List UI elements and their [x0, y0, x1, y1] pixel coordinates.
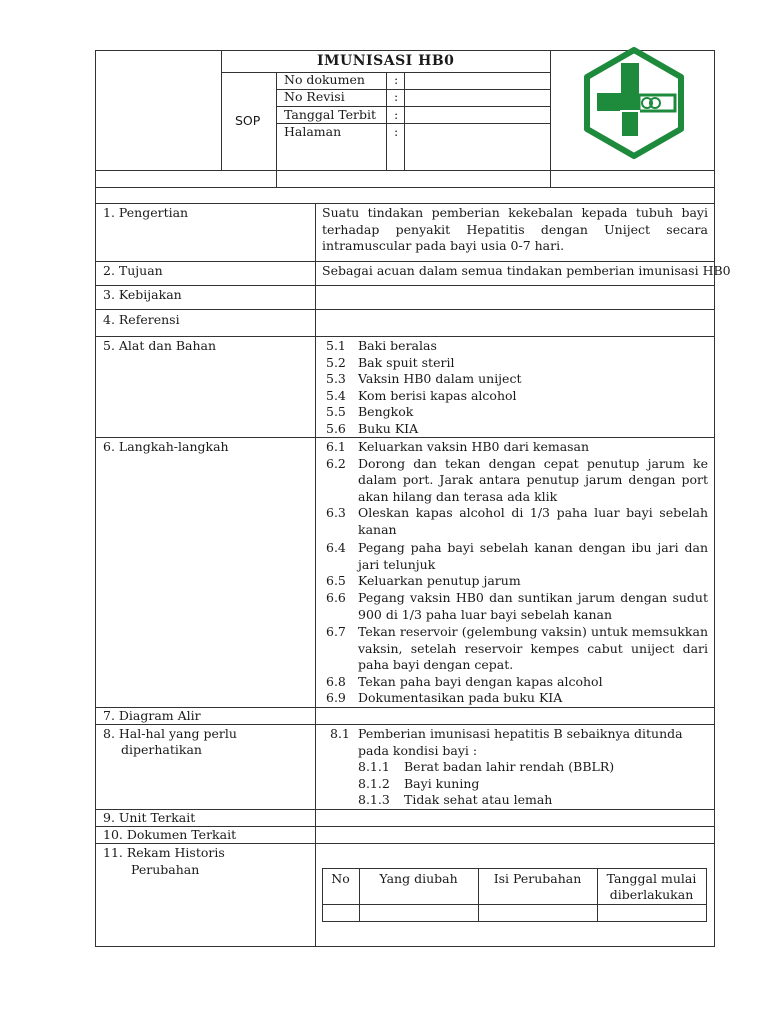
- step-text: Dorong dan tekan dengan cepat penutup jarum ke dalam port. Jarak antara penutup jarum dengan port akan hilang dan terasa ada klik: [358, 455, 708, 504]
- item-number: 5.2: [326, 354, 346, 370]
- history-header-diberlakukan: diberlakukan: [609, 887, 694, 902]
- step-text: Keluarkan vaksin HB0 dari kemasan: [358, 439, 590, 454]
- item-number: 5.6: [326, 420, 346, 436]
- item-text: Baki beralas: [358, 338, 437, 353]
- step-text: Keluarkan penutup jarum: [358, 573, 521, 588]
- field-sep: :: [394, 72, 399, 87]
- row-label-langkah: 6. Langkah-langkah: [103, 439, 229, 454]
- step-text: Pegang vaksin HB0 dan suntikan jarum dengan sudut 900 di 1/3 paha luar bayi sebelah kanan: [358, 590, 708, 622]
- step-number: 6.5: [326, 573, 346, 588]
- sop-label: SOP: [235, 113, 261, 128]
- history-header-tanggal: Tanggal mulai: [606, 871, 697, 886]
- subnote-number: 8.1.3: [358, 792, 390, 807]
- step-text: Pegang paha bayi sebelah kanan dengan ibu jari dan jari telunjuk: [358, 540, 708, 572]
- item-number: 5.3: [326, 371, 346, 386]
- item-number: 5.1: [326, 338, 346, 353]
- item-number: 5.4: [326, 387, 346, 403]
- item-text: Kom berisi kapas alcohol: [358, 387, 517, 403]
- subnote-number: 8.1.2: [358, 776, 390, 791]
- field-label-no-revisi: No Revisi: [284, 89, 345, 104]
- note-number: 8.1: [330, 726, 350, 741]
- subnote-number: 8.1.1: [358, 759, 390, 774]
- history-header-yang-diubah: Yang diubah: [379, 871, 458, 886]
- row-label-rekam-historis-cont: Perubahan: [131, 862, 200, 877]
- row-label-unit-terkait: 9. Unit Terkait: [103, 810, 196, 825]
- step-number: 6.1: [326, 439, 346, 454]
- field-sep: :: [394, 124, 399, 139]
- history-header-isi-perubahan: Isi Perubahan: [493, 871, 582, 886]
- field-sep: :: [394, 107, 399, 122]
- step-text: Oleskan kapas alcohol di 1/3 paha luar bayi sebelah kanan: [358, 505, 708, 537]
- field-label-halaman: Halaman: [284, 124, 342, 139]
- subnote-text: Tidak sehat atau lemah: [404, 792, 553, 807]
- field-label-tanggal-terbit: Tanggal Terbit: [284, 107, 377, 122]
- subnote-text: Berat badan lahir rendah (BBLR): [404, 759, 615, 774]
- step-number: 6.2: [326, 455, 346, 471]
- item-text: Buku KIA: [358, 420, 419, 436]
- item-number: 5.5: [326, 404, 346, 419]
- tujuan-text: Sebagai acuan dalam semua tindakan pemberian imunisasi HB0: [322, 263, 731, 278]
- row-label-referensi: 4. Referensi: [103, 312, 180, 327]
- history-table: [322, 868, 707, 922]
- item-text: Vaksin HB0 dalam uniject: [358, 371, 522, 386]
- row-label-tujuan: 2. Tujuan: [103, 263, 163, 278]
- step-number: 6.4: [326, 540, 346, 555]
- row-label-hal-hal: 8. Hal-hal yang perlu: [103, 726, 237, 741]
- row-label-hal-hal-cont: diperhatikan: [121, 742, 202, 757]
- item-text: Bak spuit steril: [358, 354, 455, 370]
- row-label-diagram-alir: 7. Diagram Alir: [103, 708, 201, 723]
- step-text: Tekan paha bayi dengan kapas alcohol: [358, 674, 603, 689]
- item-text: Bengkok: [358, 404, 414, 419]
- step-number: 6.6: [326, 590, 346, 605]
- document-title: IMUNISASI HB0: [317, 53, 455, 69]
- row-label-dokumen-terkait: 10. Dokumen Terkait: [103, 827, 237, 842]
- subnote-text: Bayi kuning: [404, 776, 480, 791]
- step-text: Tekan reservoir (gelembung vaksin) untuk memsukkan vaksin, setelah reservoir kempes cabut uniject dari paha bayi dengan cepat.: [358, 624, 708, 672]
- row-label-kebijakan: 3. Kebijakan: [103, 287, 182, 302]
- step-number: 6.9: [326, 690, 346, 705]
- row-label-alat-bahan: 5. Alat dan Bahan: [103, 338, 217, 353]
- row-label-rekam-historis: 11. Rekam Historis: [103, 845, 225, 860]
- puskesmas-logo-icon: [583, 47, 685, 159]
- history-header-no: No: [331, 871, 350, 886]
- row-label-pengertian: 1. Pengertian: [103, 205, 189, 220]
- field-sep: :: [394, 89, 399, 104]
- step-number: 6.7: [326, 624, 346, 639]
- step-number: 6.8: [326, 674, 346, 689]
- step-text: Dokumentasikan pada buku KIA: [358, 690, 563, 705]
- pengertian-text: Suatu tindakan pemberian kekebalan kepada tubuh bayi terhadap penyakit Hepatitis dengan Uniject secara intramuscular pada bayi usia 0-7 hari.: [322, 205, 708, 253]
- note-text: Pemberian imunisasi hepatitis B sebaiknya ditunda pada kondisi bayi :: [358, 726, 683, 758]
- field-label-no-dokumen: No dokumen: [284, 72, 365, 87]
- step-number: 6.3: [326, 505, 346, 520]
